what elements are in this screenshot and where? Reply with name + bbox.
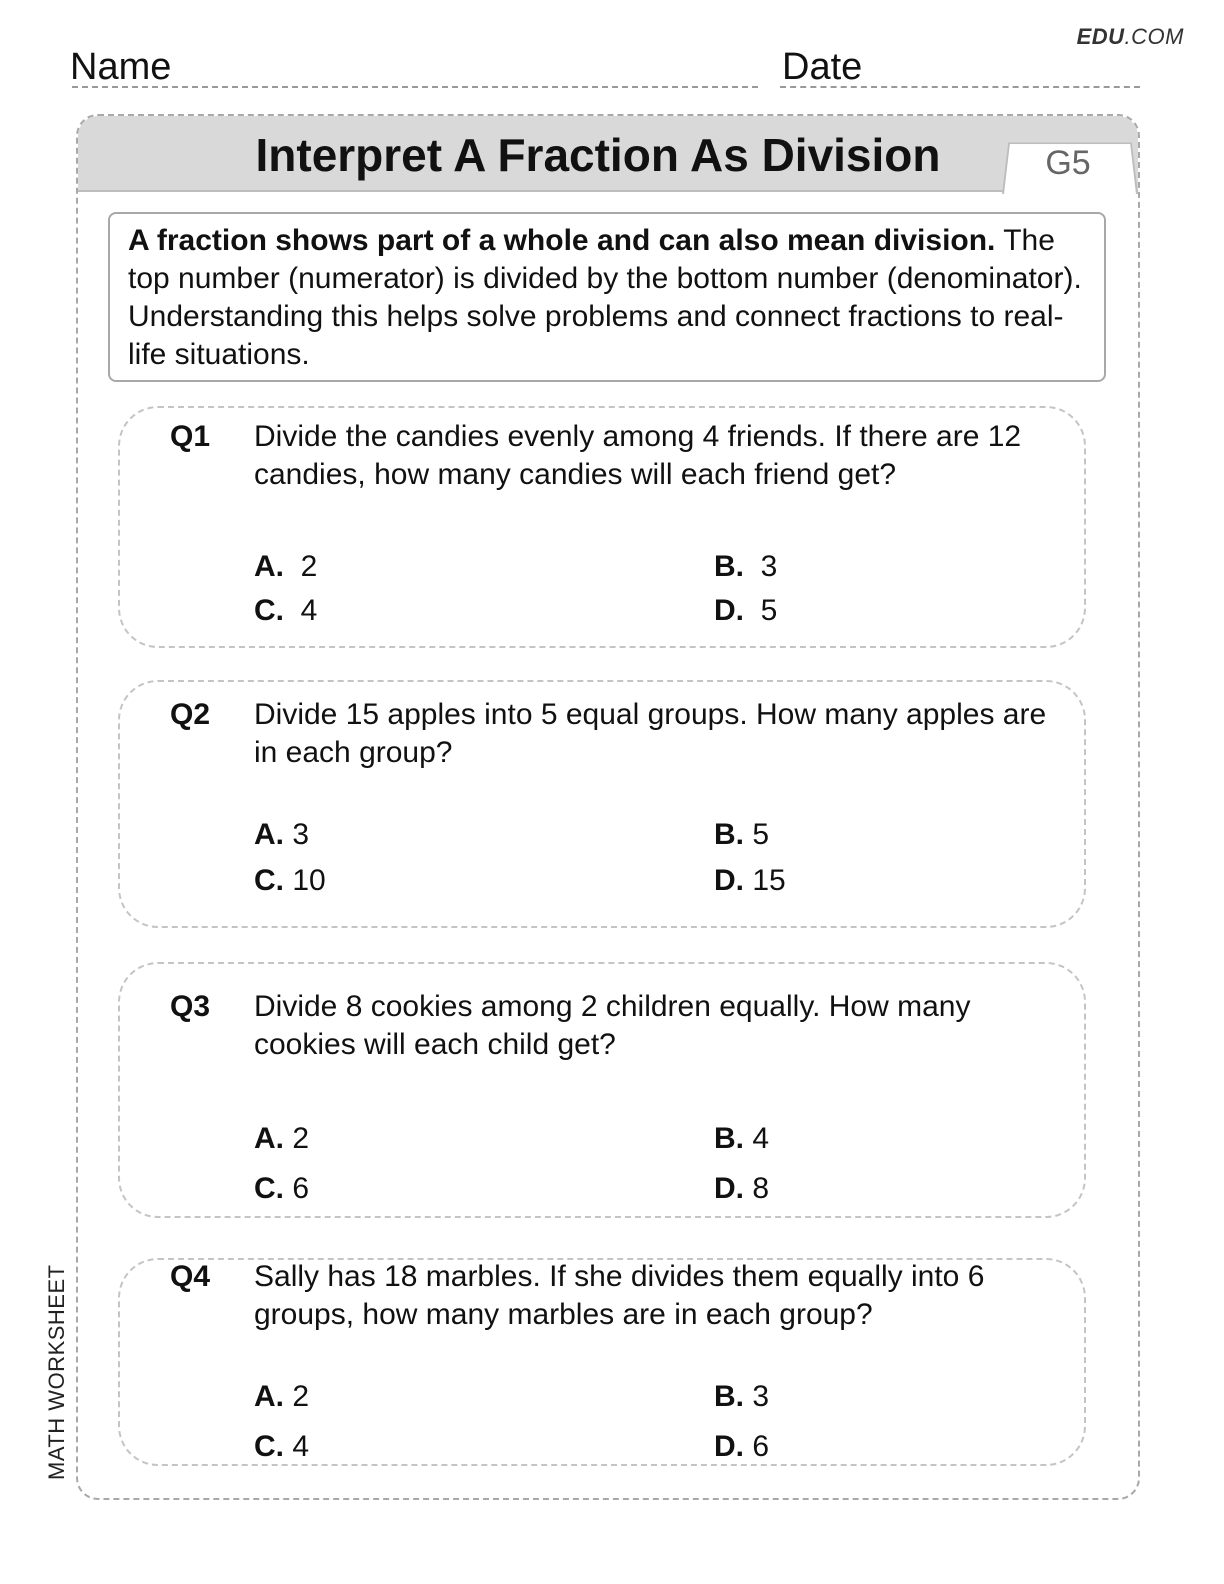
question-number: Q3 <box>170 990 211 1023</box>
question-text: Sally has 18 marbles. If she divides them equally into 6 groups, how many marbles are in each group? <box>254 1260 985 1331</box>
option-d[interactable]: D. 5 <box>714 594 778 627</box>
date-label: Date <box>782 46 863 88</box>
date-line <box>780 86 1140 88</box>
option-a[interactable]: A. 2 <box>254 1380 310 1413</box>
question-text: Divide the candies evenly among 4 friends. If there are 12 candies, how many candies will each friend get? <box>254 420 1022 491</box>
intro-box <box>108 212 1106 382</box>
brand-logo: EDU.COM <box>1076 24 1184 49</box>
name-line <box>72 86 758 88</box>
name-label: Name <box>70 46 172 88</box>
question-card-q2 <box>118 680 1086 928</box>
question-card-q1 <box>118 406 1086 648</box>
question-text: Divide 8 cookies among 2 children equally. How many cookies will each child get? <box>254 990 971 1061</box>
option-a[interactable]: A. 3 <box>254 818 310 851</box>
intro-text: The top number (numerator) is divided by the bottom number (denominator). Understanding this helps solve problems and connect fractions to real-life situations. <box>128 224 1082 371</box>
option-c[interactable]: C. 6 <box>254 1172 310 1205</box>
worksheet-title: Interpret A Fraction As Division <box>255 129 941 181</box>
option-c[interactable]: C. 4 <box>254 594 318 627</box>
grade-label: G5 <box>1045 144 1091 182</box>
option-b[interactable]: B. 3 <box>714 550 778 583</box>
option-c[interactable]: C. 4 <box>254 1430 310 1463</box>
question-number: Q2 <box>170 698 211 731</box>
option-c[interactable]: C. 10 <box>254 864 326 897</box>
option-b[interactable]: B. 4 <box>714 1122 770 1155</box>
intro-bold-text: A fraction shows part of a whole and can also mean division. <box>128 224 996 257</box>
option-a[interactable]: A. 2 <box>254 1122 310 1155</box>
option-b[interactable]: B. 5 <box>714 818 770 851</box>
question-card-q4 <box>118 1258 1086 1466</box>
question-text: Divide 15 apples into 5 equal groups. How many apples are in each group? <box>254 698 1047 769</box>
option-d[interactable]: D. 6 <box>714 1430 770 1463</box>
option-d[interactable]: D. 8 <box>714 1172 770 1205</box>
question-card-q3 <box>118 962 1086 1218</box>
question-number: Q4 <box>170 1260 211 1293</box>
worksheet-panel <box>76 114 1140 1500</box>
question-number: Q1 <box>170 420 211 453</box>
option-a[interactable]: A. 2 <box>254 550 318 583</box>
option-d[interactable]: D. 15 <box>714 864 786 897</box>
side-label: MATH WORKSHEET <box>44 1264 69 1480</box>
option-b[interactable]: B. 3 <box>714 1380 770 1413</box>
